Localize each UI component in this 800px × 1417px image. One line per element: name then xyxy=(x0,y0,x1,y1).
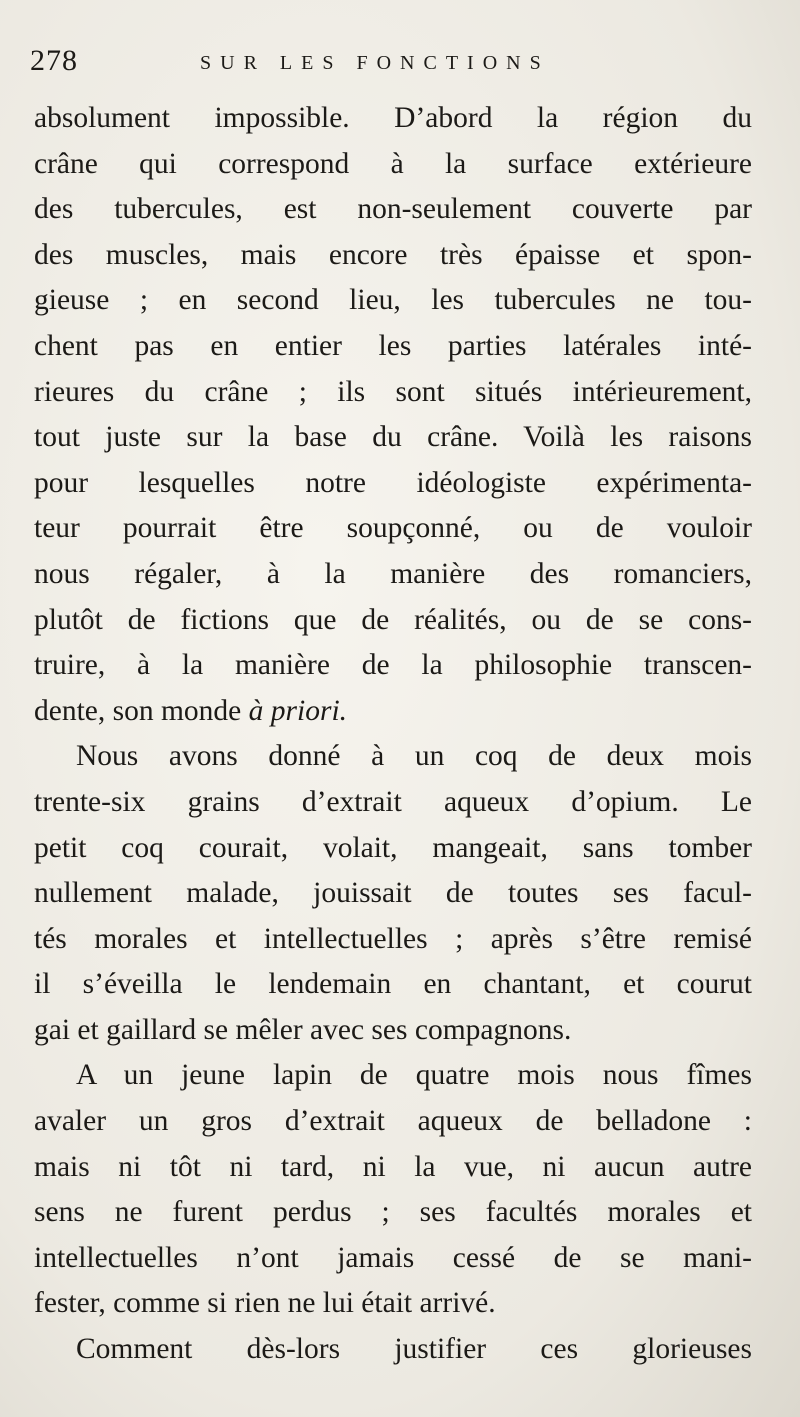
text-line: pour lesquelles notre idéologiste expérimenta- xyxy=(34,466,752,499)
text-segment: dente, son monde xyxy=(34,694,249,727)
text-line: avaler un gros d’extrait aqueux de belladone : xyxy=(34,1105,752,1138)
text-line xyxy=(34,689,752,735)
text-line: teur pourrait être soupçonné, ou de vouloir xyxy=(34,512,752,545)
text-line: fester, comme si rien ne lui était arrivé. xyxy=(34,1287,496,1320)
text-line: petit coq courait, volait, mangeait, sans tomber xyxy=(34,831,752,864)
text-line: nous régaler, à la manière des romanciers, xyxy=(34,557,752,590)
page-header xyxy=(30,44,760,84)
running-title: SUR LES FONCTIONS xyxy=(200,52,550,74)
text-line: tés morales et intellectuelles ; après s’être remisé xyxy=(34,922,752,955)
text-line: gieuse ; en second lieu, les tubercules ne tou- xyxy=(34,284,752,317)
text-line: il s’éveilla le lendemain en chantant, et courut xyxy=(34,968,752,1001)
text-line: des tubercules, est non-seulement couverte par xyxy=(34,193,752,226)
text-line: A un jeune lapin de quatre mois nous fîmes xyxy=(76,1059,752,1092)
text-line: chent pas en entier les parties latérales inté- xyxy=(34,329,752,362)
page-number: 278 xyxy=(30,44,78,77)
text-line: tout juste sur la base du crâne. Voilà les raisons xyxy=(34,421,752,454)
body-text xyxy=(34,96,752,1373)
text-line: plutôt de fictions que de réalités, ou de se cons- xyxy=(34,603,752,636)
text-line: des muscles, mais encore très épaisse et spon- xyxy=(34,238,752,271)
text-line: absolument impossible. D’abord la région du xyxy=(34,102,752,134)
text-line: nullement malade, jouissait de toutes ses facul- xyxy=(34,877,752,910)
text-line: mais ni tôt ni tard, ni la vue, ni aucun autre xyxy=(34,1150,752,1183)
text-line: Nous avons donné à un coq de deux mois xyxy=(76,740,752,773)
text-line: rieures du crâne ; ils sont situés intérieurement, xyxy=(34,375,752,408)
paragraph-2 xyxy=(34,734,752,1053)
text-line: Comment dès-lors justifier ces glorieuses xyxy=(76,1333,752,1366)
text-line: truire, à la manière de la philosophie transcen- xyxy=(34,649,752,682)
paragraph-3 xyxy=(34,1053,752,1327)
text-line: intellectuelles n’ont jamais cessé de se mani- xyxy=(34,1241,752,1274)
text-line: trente-six grains d’extrait aqueux d’opium. Le xyxy=(34,785,752,818)
text-line: gai et gaillard se mêler avec ses compagnons. xyxy=(34,1013,572,1046)
paragraph-4 xyxy=(34,1327,752,1373)
italic-phrase: à priori. xyxy=(248,694,348,727)
text-line: sens ne furent perdus ; ses facultés morales et xyxy=(34,1196,752,1229)
paragraph-1 xyxy=(34,96,752,734)
text-line: crâne qui correspond à la surface extérieure xyxy=(34,147,752,180)
